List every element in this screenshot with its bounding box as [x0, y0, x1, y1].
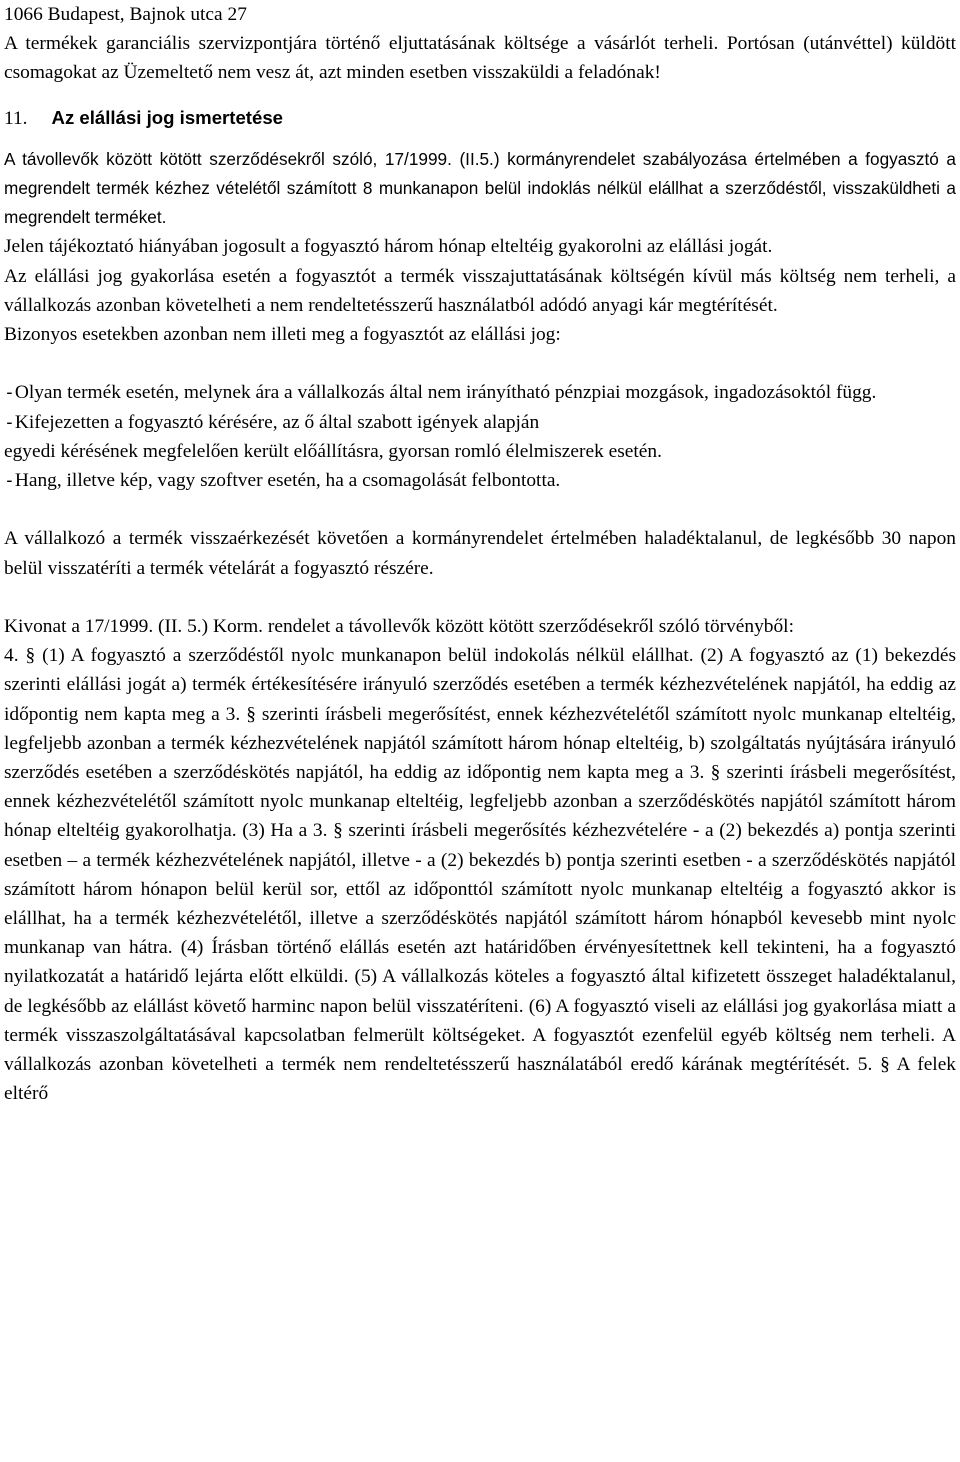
list-dash: -: [4, 382, 15, 404]
list-item: [4, 378, 956, 407]
list-item-text: Hang, illetve kép, vagy szoftver esetén, ha a csomagolását felbontotta.: [14, 470, 561, 492]
list-item: [4, 437, 956, 466]
paragraph-revocation-period: Jelen tájékoztató hiányában jogosult a fogyasztó három hónap elteltéig gyakorolni az elállási jogát.: [4, 236, 773, 258]
list-dash: -: [4, 411, 15, 433]
list-item: [4, 408, 956, 437]
section-number: 11.: [4, 107, 28, 129]
list-item-text: egyedi kérésének megfelelően került előállításra, gyorsan romló élelmiszerek esetén.: [4, 440, 662, 462]
intro-paragraph: A távollevők között kötött szerződésekről szóló, 17/1999. (II.5.) kormányrendelet szabályozása értelmében a fogyasztó a megrendelt termék kézhez vételétől számított 8 munkanapon belül indoklás nélkül elállhat a szerződéstől, visszaküldheti a megrendelt terméket.: [4, 148, 956, 228]
section-title: Az elállási jog ismertetése: [51, 106, 284, 128]
list-item-text: Kifejezetten a fogyasztó kérésére, az ő által szabott igények alapján: [14, 411, 540, 433]
warranty-note: A termékek garanciális szervizpontjára történő eljuttatásának költsége a vásárlót terheli. Portósan (utánvéttel) küldött csomagokat az Üzemeltető nem vesz át, azt minden esetben visszaküldi a feladónak!: [4, 33, 956, 84]
spacer: [4, 349, 956, 378]
section-heading: [4, 103, 956, 133]
excerpt-title: Kivonat a 17/1999. (II. 5.) Korm. rendelet a távollevők között kötött szerződésekről szóló törvényből:: [4, 616, 794, 638]
spacer: [4, 583, 956, 612]
paragraph-costs: Az elállási jog gyakorlása esetén a fogyasztót a termék visszajuttatásának költségén kívül más költség nem terheli, a vállalkozás azonban követelheti a nem rendeltetésszerű használatból adódó anyagi kár megtérítését.: [4, 265, 956, 316]
spacer: [4, 495, 956, 524]
paragraph-exceptions-intro: Bizonyos esetekben azonban nem illeti meg a fogyasztót az elállási jog:: [4, 324, 561, 346]
refund-paragraph: A vállalkozó a termék visszaérkezését követően a kormányrendelet értelmében haladéktalanul, de legkésőbb 30 napon belül visszatéríti a termék vételárát a fogyasztó részére.: [4, 528, 956, 579]
list-dash: -: [4, 470, 15, 492]
excerpt-body: 4. § (1) A fogyasztó a szerződéstől nyolc munkanapon belül indokolás nélkül elállhat. (2) A fogyasztó az (1) bekezdés szerinti elállási jogát a) termék értékesítésére irányuló szerződés esetében a termék kézhezvételének napjától, ha eddig az időpontig nem kapta meg a 3. § szerinti írásbeli megerősítést, ennek kézhezvételétől számított nyolc munkanap elteltéig, legfeljebb azonban a termék kézhezvételének napjától számított három hónap elteltéig, b) szolgáltatás nyújtására irányuló szerződés esetében a szerződéskötés napjától, ha eddig az időpontig nem kapta meg a 3. § szerinti írásbeli megerősítést, ennek kézhezvételétől számított nyolc munkanap elteltéig, legfeljebb azonban a szerződéskötés napjától számított három hónap elteltéig gyakorolhatja. (3) Ha a 3. § szerinti írásbeli megerősítés kézhezvételére - a (2) bekezdés a) pontja szerinti esetben – a termék kézhezvételének napjától, illetve - a (2) bekezdés b) pontja szerinti esetben - a szerződéskötés napjától számított három hónapon belül kerül sor, ettől az időponttól számított nyolc munkanap elteltéig a fogyasztó akkor is elállhat, ha a termék kézhezvételétől, illetve a szerződéskötés napjától számított három hónapból kevesebb mint nyolc munkanap van hátra. (4) Írásban történő elállás esetén azt határidőben érvényesítettnek kell tekinteni, ha a fogyasztó nyilatkozatát a határidő lejárta előtt elküldi. (5) A vállalkozás köteles a fogyasztó által kifizetett összeget haladéktalanul, de legkésőbb az elállást követő harminc napon belül visszatéríteni. (6) A fogyasztó viseli az elállási jog gyakorlása miatt a termék visszaszolgáltatásával kapcsolatban felmerült költségeket. A fogyasztót ezenfelül egyéb költség nem terheli. A vállalkozás azonban követelheti a termék nem rendeltetésszerű használatából eredő kárának megtérítését. 5. § A felek eltérő: [4, 645, 956, 1105]
document-page: [4, 0, 956, 1108]
list-item-text: Olyan termék esetén, melynek ára a vállalkozás által nem irányítható pénzpiai mozgások, ingadozásoktól függ.: [14, 382, 877, 404]
exceptions-list: [4, 378, 956, 495]
address-line: 1066 Budapest, Bajnok utca 27: [4, 4, 247, 25]
list-item: [4, 466, 956, 495]
